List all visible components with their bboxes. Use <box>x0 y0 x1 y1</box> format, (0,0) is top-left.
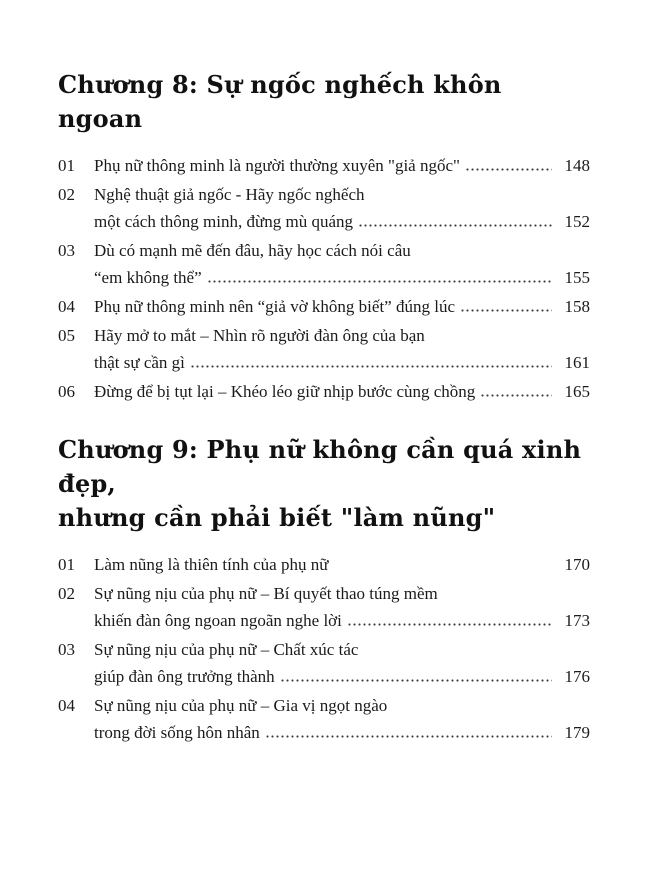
entry-line <box>94 636 590 663</box>
page-number: 152 <box>564 212 590 231</box>
dot-leader <box>347 623 552 626</box>
entry-line <box>94 692 590 719</box>
entry-line <box>94 208 590 235</box>
toc-entry <box>58 551 590 578</box>
entry-number: 03 <box>58 640 75 659</box>
page-number: 179 <box>564 723 590 742</box>
entry-text: Dù có mạnh mẽ đến đâu, hãy học cách nói câu <box>94 241 411 260</box>
entry-text: Hãy mở to mắt – Nhìn rõ người đàn ông của bạn <box>94 326 425 345</box>
toc-entry <box>58 152 590 179</box>
toc-entry <box>58 636 590 690</box>
entry-body <box>94 580 590 634</box>
entry-number: 04 <box>58 297 75 316</box>
table-of-contents <box>58 68 590 746</box>
dot-leader <box>190 365 552 368</box>
entry-number: 01 <box>58 555 75 574</box>
entry-body <box>94 378 590 405</box>
chapter-heading <box>58 433 590 535</box>
entry-text: thật sự cần gì <box>94 353 185 372</box>
entry-line <box>94 293 590 320</box>
entry-text: Làm nũng là thiên tính của phụ nữ <box>94 555 329 574</box>
entry-line <box>94 237 590 264</box>
page-number: 158 <box>564 297 590 316</box>
toc-entry <box>58 378 590 405</box>
entry-body <box>94 293 590 320</box>
toc-entry <box>58 293 590 320</box>
entry-text: “em không thể” <box>94 268 202 287</box>
entry-number: 02 <box>58 584 75 603</box>
entry-body <box>94 181 590 235</box>
toc-entry <box>58 181 590 235</box>
entry-body <box>94 551 590 578</box>
entry-line <box>94 181 590 208</box>
dot-leader <box>358 224 552 227</box>
entry-body <box>94 237 590 291</box>
entry-number: 01 <box>58 156 75 175</box>
chapter-section <box>58 68 590 405</box>
dot-leader <box>280 679 552 682</box>
entry-text: Đừng để bị tụt lại – Khéo léo giữ nhịp bước cùng chồng <box>94 382 476 401</box>
entry-number: 02 <box>58 185 75 204</box>
dot-leader <box>265 735 552 738</box>
entry-body <box>94 636 590 690</box>
entry-text: Sự nũng nịu của phụ nữ – Chất xúc tác <box>94 640 359 659</box>
chapter-section <box>58 433 590 746</box>
entry-line <box>94 663 590 690</box>
page-number: 170 <box>564 555 590 574</box>
entry-line <box>94 264 590 291</box>
entry-text: Sự nũng nịu của phụ nữ – Gia vị ngọt ngào <box>94 696 388 715</box>
entry-number: 05 <box>58 326 75 345</box>
entry-text: Phụ nữ thông minh là người thường xuyên "giả ngốc" <box>94 156 460 175</box>
entry-text: Nghệ thuật giả ngốc - Hãy ngốc nghếch <box>94 185 365 204</box>
toc-entry <box>58 237 590 291</box>
dot-leader <box>480 394 552 397</box>
entry-line <box>94 580 590 607</box>
entry-line <box>94 719 590 746</box>
toc-entry <box>58 580 590 634</box>
chapter-heading-line: Chương 8: Sự ngốc nghếch khôn ngoan <box>58 70 502 133</box>
page-number: 165 <box>564 382 590 401</box>
entry-number: 03 <box>58 241 75 260</box>
entry-line <box>94 378 590 405</box>
page-number: 148 <box>564 156 590 175</box>
entry-number: 06 <box>58 382 75 401</box>
entry-body <box>94 322 590 376</box>
entry-text: trong đời sống hôn nhân <box>94 723 260 742</box>
entry-body <box>94 152 590 179</box>
dot-leader <box>333 567 552 570</box>
entry-text: một cách thông minh, đừng mù quáng <box>94 212 353 231</box>
chapter-heading-line: nhưng cần phải biết "làm nũng" <box>58 503 496 532</box>
page-number: 155 <box>564 268 590 287</box>
entry-line <box>94 322 590 349</box>
toc-entry <box>58 322 590 376</box>
chapter-heading <box>58 68 590 136</box>
page-number: 176 <box>564 667 590 686</box>
entry-line <box>94 349 590 376</box>
entry-body <box>94 692 590 746</box>
entry-text: giúp đàn ông trưởng thành <box>94 667 275 686</box>
page-number: 173 <box>564 611 590 630</box>
chapter-heading-line: Chương 9: Phụ nữ không cần quá xinh đẹp, <box>58 435 582 498</box>
dot-leader <box>465 168 552 171</box>
dot-leader <box>207 280 552 283</box>
entry-text: khiến đàn ông ngoan ngoãn nghe lời <box>94 611 342 630</box>
entry-line <box>94 607 590 634</box>
dot-leader <box>460 309 552 312</box>
entry-number: 04 <box>58 696 75 715</box>
page-number: 161 <box>564 353 590 372</box>
entry-text: Phụ nữ thông minh nên “giả vờ không biết” đúng lúc <box>94 297 455 316</box>
entry-line <box>94 152 590 179</box>
entry-text: Sự nũng nịu của phụ nữ – Bí quyết thao túng mềm <box>94 584 438 603</box>
toc-entry <box>58 692 590 746</box>
entry-line <box>94 551 590 578</box>
